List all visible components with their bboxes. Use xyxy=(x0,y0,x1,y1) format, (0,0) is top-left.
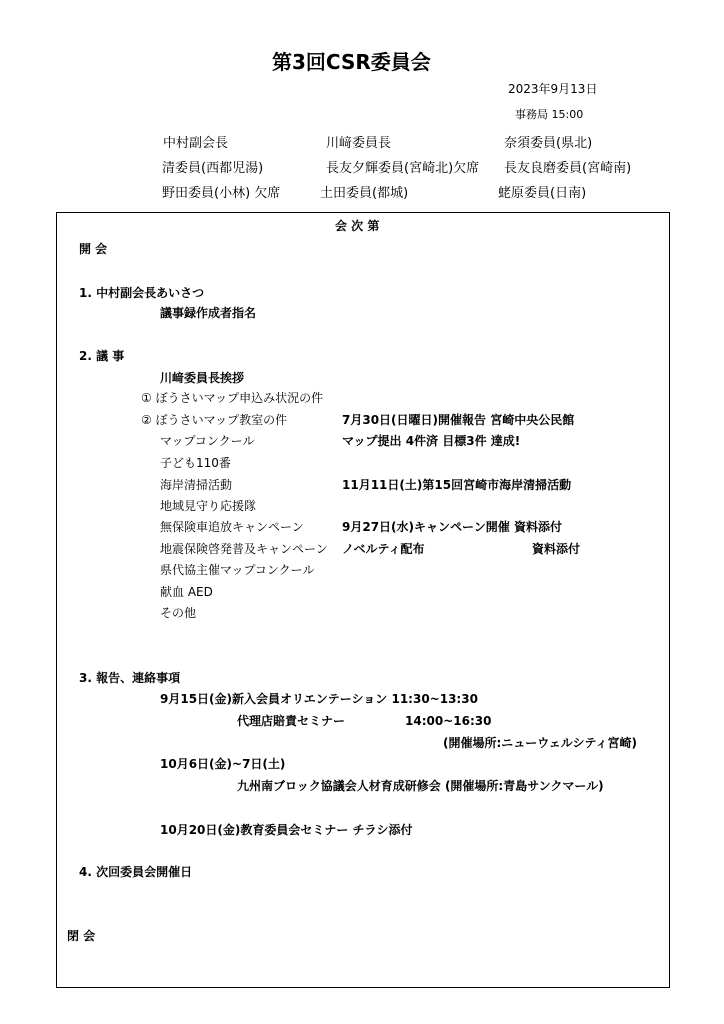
agenda-item-label: 献血 AED xyxy=(160,585,213,599)
section-1-sub: 議事録作成者指名 xyxy=(160,306,257,320)
attendee: 蛯原委員(日南) xyxy=(498,186,587,201)
chair-greeting: 川﨑委員長挨拶 xyxy=(160,371,245,385)
section-2-title: 2. 議 事 xyxy=(79,349,125,363)
agenda-item-label: 地震保険啓発普及キャンペーン xyxy=(160,542,328,556)
report-line: 10月20日(金)教育委員会セミナー チラシ添付 xyxy=(160,823,413,837)
section-3-title: 3. 報告、連絡事項 xyxy=(79,671,181,685)
attendee: 奈須委員(県北) xyxy=(504,136,593,151)
attendee: 土田委員(都城) xyxy=(320,186,409,201)
report-venue: (開催場所:ニューウェルシティ宮崎) xyxy=(443,736,638,750)
agenda-item-label: その他 xyxy=(160,606,197,620)
section-1-title: 1. 中村副会長あいさつ xyxy=(79,286,205,300)
agenda-item-label: ② ぼうさいマップ教室の件 xyxy=(141,413,288,427)
agenda-item-attachment: 資料添付 xyxy=(532,542,581,556)
agenda-item-label: ① ぼうさいマップ申込み状況の件 xyxy=(141,391,324,405)
agenda-item-detail: 11月11日(土)第15回宮崎市海岸清掃活動 xyxy=(342,478,572,492)
attendee: 野田委員(小林) 欠席 xyxy=(162,186,281,201)
agenda-item-label: 子ども110番 xyxy=(160,456,231,470)
document-date: 2023年9月13日 xyxy=(508,82,598,96)
attendee: 川﨑委員長 xyxy=(326,136,392,151)
agenda-item-detail: 7月30日(日曜日)開催報告 宮崎中央公民館 xyxy=(342,413,575,427)
opening-label: 開 会 xyxy=(79,242,108,256)
office-time: 事務局 15:00 xyxy=(515,108,584,121)
agenda-item-label: マップコンクール xyxy=(160,434,255,448)
agenda-item-label: 無保険車追放キャンペーン xyxy=(160,520,304,534)
agenda-item-label: 海岸清掃活動 xyxy=(160,478,233,492)
attendee: 中村副会長 xyxy=(163,136,229,151)
report-line: 10月6日(金)~7日(土) xyxy=(160,757,286,771)
attendee: 清委員(西都児湯) xyxy=(162,161,264,176)
agenda-item-label: 地域見守り応援隊 xyxy=(160,499,257,513)
agenda-item-detail: 9月27日(水)キャンペーン開催 資料添付 xyxy=(342,520,562,534)
page-title: 第3回CSR委員会 xyxy=(272,50,431,74)
agenda-item-detail: ノベルティ配布 xyxy=(342,542,425,556)
report-line: 9月15日(金)新入会員オリエンテーション 11:30~13:30 xyxy=(160,692,478,706)
attendee: 長友夕輝委員(宮崎北)欠席 xyxy=(326,161,480,176)
agenda-item-detail: マップ提出 4件済 目標3件 達成! xyxy=(342,434,521,448)
report-line: 14:00~16:30 xyxy=(405,714,492,728)
agenda-heading: 会 次 第 xyxy=(335,219,380,233)
report-line: 九州南ブロック協議会人材育成研修会 (開催場所:青島サンクマール) xyxy=(237,779,604,793)
section-4-title: 4. 次回委員会開催日 xyxy=(79,865,193,879)
agenda-item-label: 県代協主催マップコンクール xyxy=(160,563,315,577)
report-line: 代理店賠責セミナー xyxy=(237,714,346,728)
closing-label: 閉 会 xyxy=(67,929,96,943)
attendee: 長友良磨委員(宮崎南) xyxy=(504,161,632,176)
